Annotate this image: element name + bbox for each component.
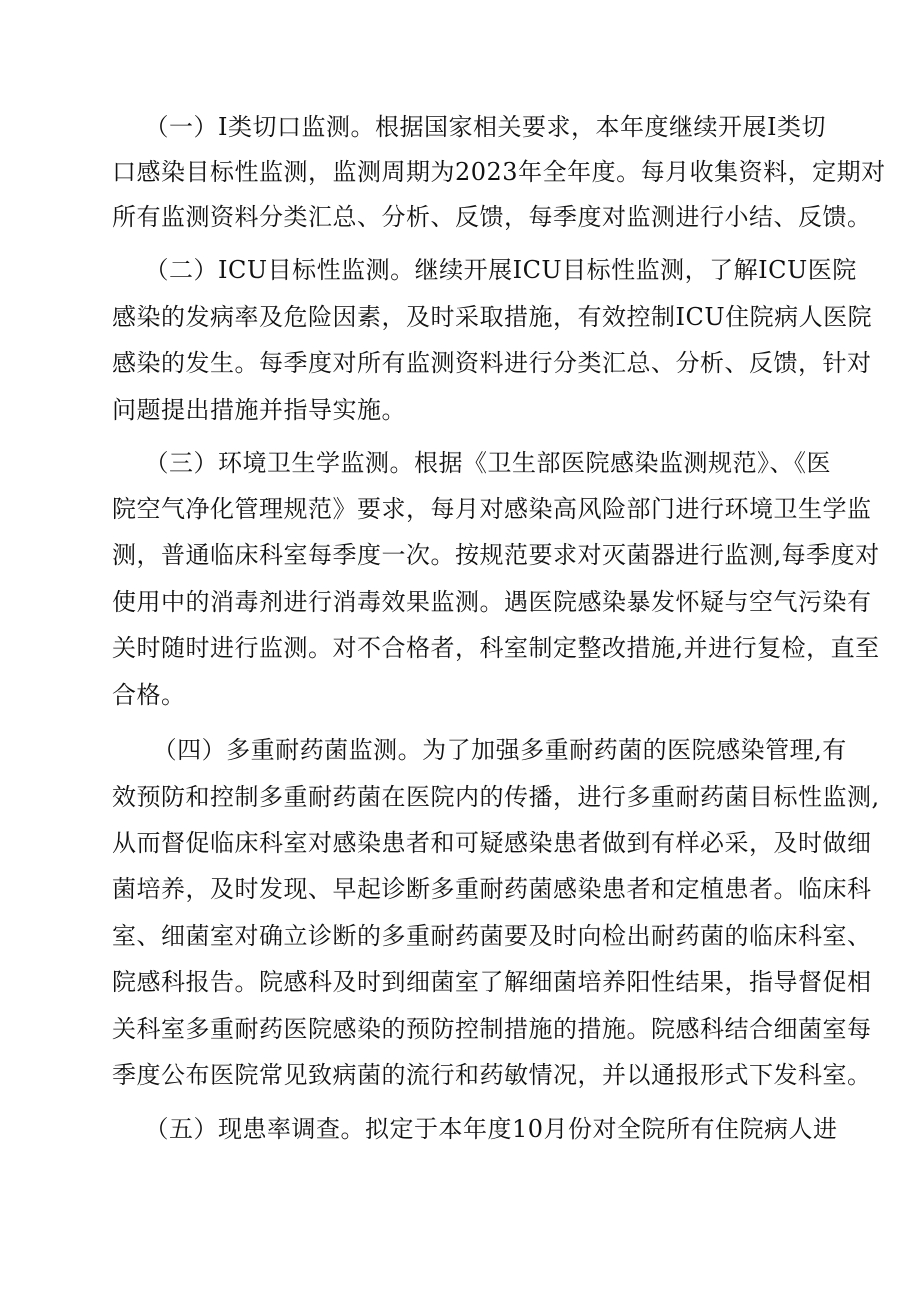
text-line: （一）Ⅰ类切口监测。根据国家相关要求，本年度继续开展Ⅰ类切 — [112, 113, 826, 141]
text-line: 合格。 — [112, 681, 186, 709]
text-line: 关科室多重耐药医院感染的预防控制措施的措施。院感科结合细菌室每 — [112, 1015, 872, 1043]
text-line: 测，普通临床科室每季度一次。按规范要求对灭菌器进行监测,每季度对 — [112, 541, 880, 569]
text-line: 问题提出措施并指导实施。 — [112, 396, 406, 424]
text-line: 感染的发病率及危险因素，及时采取措施，有效控制ICU住院病人医院 — [112, 303, 873, 331]
text-line: （四）多重耐药菌监测。为了加强多重耐药菌的医院感染管理,有 — [112, 736, 847, 764]
text-line: 从而督促临床科室对感染患者和可疑感染患者做到有样必采，及时做细 — [112, 829, 872, 857]
text-line: 使用中的消毒剂进行消毒效果监测。遇医院感染暴发怀疑与空气污染有 — [112, 588, 872, 616]
text-line: 院空气净化管理规范》要求，每月对感染高风险部门进行环境卫生学监 — [112, 495, 872, 523]
text-line: 院感科报告。院感科及时到细菌室了解细菌培养阳性结果，指导督促相 — [112, 968, 872, 996]
text-line: （五）现患率调查。拟定于本年度10月份对全院所有住院病人进 — [112, 1115, 838, 1143]
text-line: 关时随时进行监测。对不合格者，科室制定整改措施,并进行复检，直至 — [112, 634, 880, 662]
text-line: 所有监测资料分类汇总、分析、反馈，每季度对监测进行小结、反馈。 — [112, 203, 872, 231]
text-line: （二）ICU目标性监测。继续开展ICU目标性监测，了解ICU医院 — [112, 256, 857, 284]
text-line: 效预防和控制多重耐药菌在医院内的传播，进行多重耐药菌目标性监测, — [112, 783, 880, 811]
text-line: 室、细菌室对确立诊断的多重耐药菌要及时向检出耐药菌的临床科室、 — [112, 922, 872, 950]
text-line: 菌培养，及时发现、早起诊断多重耐药菌感染患者和定植患者。临床科 — [112, 875, 872, 903]
text-line: 感染的发生。每季度对所有监测资料进行分类汇总、分析、反馈，针对 — [112, 349, 872, 377]
text-line: 季度公布医院常见致病菌的流行和药敏情况，并以通报形式下发科室。 — [112, 1061, 872, 1089]
text-line: （三）环境卫生学监测。根据《卫生部医院感染监测规范》、《医 — [112, 449, 832, 477]
text-line: 口感染目标性监测，监测周期为2023年全年度。每月收集资料，定期对 — [112, 158, 886, 186]
